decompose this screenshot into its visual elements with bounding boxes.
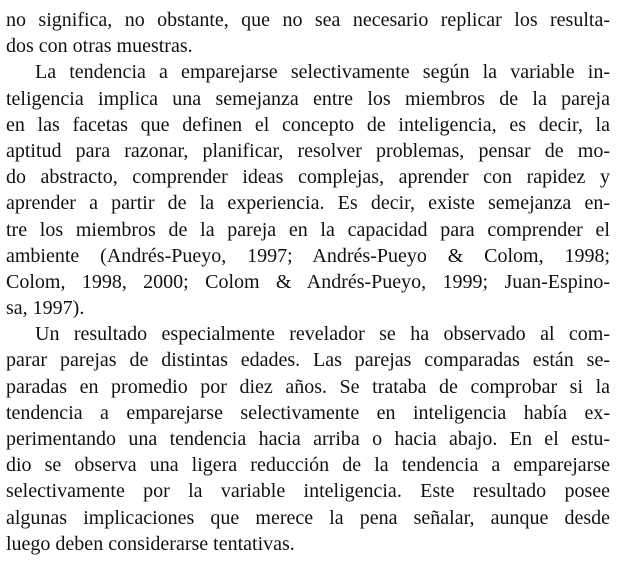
text-line: teligencia implica una semejanza entre los miembros de la pareja: [6, 87, 610, 110]
text-line: aptitud para razonar, planificar, resolver problemas, pensar de mo-: [6, 139, 610, 162]
document-body: [6, 7, 610, 557]
text-line: parar parejas de distintas edades. Las parejas comparadas están se-: [6, 349, 610, 372]
text-line: en las facetas que definen el concepto de inteligencia, es decir, la: [6, 113, 610, 136]
text-line: do abstracto, comprender ideas complejas, aprender con rapidez y: [6, 166, 610, 189]
text-line: tre los miembros de la pareja en la capacidad para comprender el: [6, 218, 610, 241]
text-line: dos con otras muestras.: [6, 35, 193, 58]
text-line: algunas implicaciones que merece la pena señalar, aunque desde: [6, 506, 610, 529]
text-line: Un resultado especialmente revelador se ha observado al com-: [35, 323, 610, 346]
text-line: Colom, 1998, 2000; Colom & Andrés-Pueyo, 1999; Juan-Espino-: [6, 270, 610, 293]
paragraph-2: [6, 59, 610, 321]
text-line: dio se observa una ligera reducción de la tendencia a emparejarse: [6, 454, 610, 477]
paragraph-3: [6, 321, 610, 557]
text-line: tendencia a emparejarse selectivamente en inteligencia había ex-: [6, 401, 610, 424]
text-line: paradas en promedio por diez años. Se trataba de comprobar si la: [6, 375, 610, 398]
text-line: sa, 1997).: [6, 297, 85, 320]
text-line: La tendencia a emparejarse selectivamente según la variable in-: [35, 61, 610, 84]
text-line: ambiente (Andrés-Pueyo, 1997; Andrés-Pueyo & Colom, 1998;: [6, 244, 610, 267]
text-line: no significa, no obstante, que no sea necesario replicar los resulta-: [6, 9, 610, 31]
text-line: perimentando una tendencia hacia arriba o hacia abajo. En el estu-: [6, 428, 610, 450]
text-line: selectivamente por la variable inteligencia. Este resultado posee: [6, 480, 610, 503]
paragraph-1: [6, 7, 610, 59]
text-line: aprender a partir de la experiencia. Es decir, existe semejanza en-: [6, 192, 610, 215]
text-line: luego deben considerarse tentativas.: [6, 532, 295, 555]
